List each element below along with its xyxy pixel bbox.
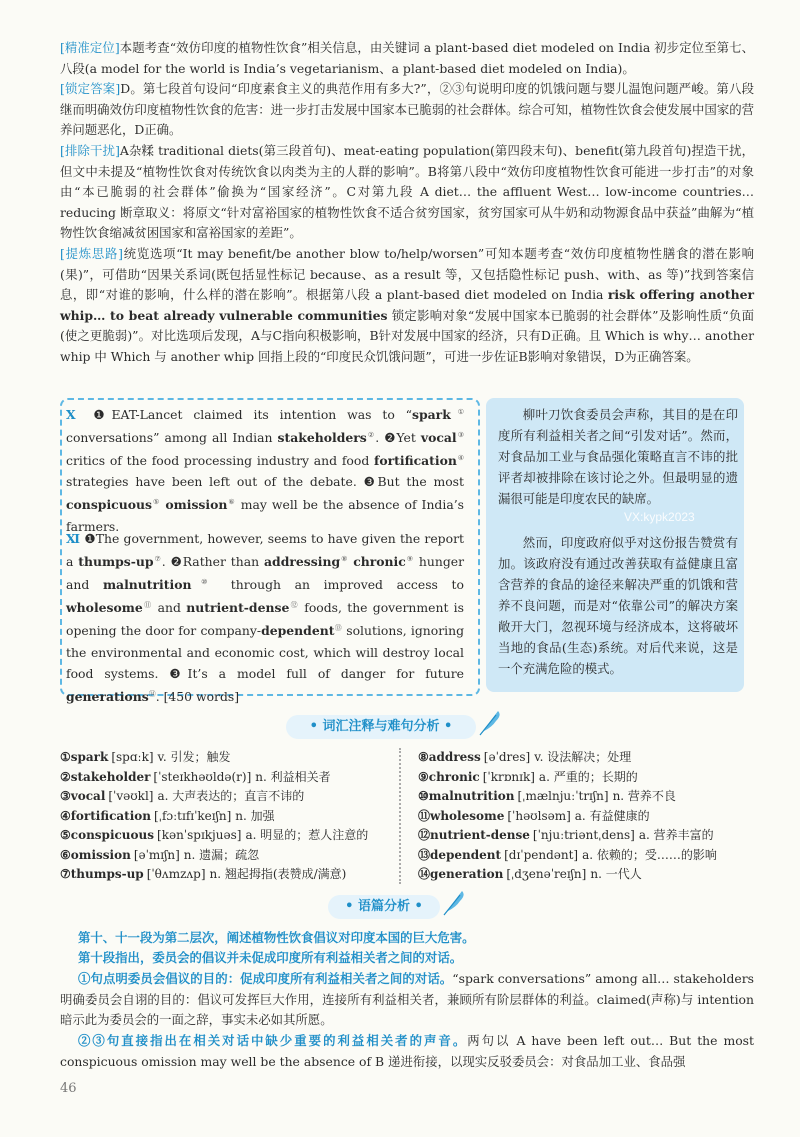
- vocab-term: ⑫nutrient-dense: [418, 828, 530, 842]
- analysis-heading-1: 第十、十一段为第二层次，阐述植物性饮食倡议对印度本国的巨大危害。: [78, 930, 475, 945]
- tag-precise-location: [精准定位]: [60, 40, 120, 55]
- para-precise-location: [60, 38, 754, 79]
- vocab-list-right: [418, 748, 717, 885]
- vocab-pronunciation: [əˈdres]: [483, 750, 531, 764]
- vocab-ref: ⑩: [191, 578, 218, 587]
- text: .: [375, 430, 380, 446]
- vocab-ref: ④: [456, 454, 464, 463]
- vocab-item: [418, 787, 717, 807]
- vocab-ref: ⑫: [289, 601, 299, 610]
- vocab-definition: a. 大声表达的；直言不讳的: [157, 789, 305, 803]
- text: EAT-Lancet claimed its intention was to “: [111, 407, 412, 423]
- vocab-word: conspicuous: [66, 497, 152, 513]
- vocab-term: ⑤conspicuous: [60, 828, 155, 842]
- vocab-item: [418, 768, 717, 788]
- text: and: [152, 600, 187, 616]
- text: Rather than: [182, 554, 265, 570]
- vocab-definition: a. 有益健康的: [574, 808, 650, 823]
- sentence-marker: ❷: [384, 430, 397, 446]
- vocab-word: thumps-up: [78, 554, 154, 570]
- text: Yet: [396, 430, 421, 446]
- vocab-pronunciation: [ˌmælnjuːˈtrɪʃn]: [517, 789, 609, 803]
- sentence-marker: ❸: [169, 665, 188, 681]
- vocab-ref: ⑨: [405, 555, 414, 563]
- paragraph-number-x: Ⅹ: [66, 407, 83, 423]
- translation-paragraph-2: 然而，印度政府似乎对这份报告赞赏有加。该政府没有通过改善获取有益健康且富含营养的食品的途径来解决严重的饥饿和营养不良问题，而是对“依靠公司”的解决方案敞开大门，忽视环境与经济成本，这将破坏当地的食品(生态)系统。对后代来说，这是一个充满危险的模式。: [498, 535, 738, 676]
- text: may well be the absence of India’s farmers.: [66, 497, 465, 534]
- text-exclude-distractors: A杂糅 traditional diets(第三段首句)、meat-eating population(第四段末句)、benefit(第九段首句)捏造干扰，但文中未提及“植物性饮食对传统饮食以肉类为主的人群的影响”。B将第八段中“效仿印度植物性饮食可能进一步打击”的对象由“本已脆弱的社会群体”偷换为“国家经济”。C对第九段 A diet… the affluent West… low-income countries… reducing 断章取义：将原文“针对富裕国家的植物性饮食不适合贫穷国家，贫穷国家可从牛奶和动物源食品中获益”曲解为“植物性饮食缩减贫困国家和富裕国家的差距”。: [60, 143, 754, 241]
- vocab-item: [60, 807, 368, 827]
- vocab-term: ⑧address: [418, 750, 481, 764]
- vocab-pronunciation: [ˈhəʊlsəm]: [507, 808, 571, 823]
- sentence-marker: ❷: [170, 554, 183, 570]
- vocab-word: generations: [66, 688, 149, 704]
- sentence-marker: ❶: [84, 531, 96, 546]
- vocab-term: ⑭generation: [418, 867, 504, 881]
- analysis-banner: • 语篇分析 •: [328, 895, 440, 919]
- vocab-divider: [399, 748, 407, 884]
- text: . [450 words]: [155, 688, 240, 704]
- text-lock-answer: D。第七段首句设问“印度素食主义的典范作用有多大?”，②③句说明印度的饥饿问题与婴儿温饱问题严峻。第八段继而明确效仿印度植物性饮食的危害：进一步打击发展中国家本已脆弱的社会群体。综合可知，植物性饮食会使发展中国家的营养问题恶化，D正确。: [60, 81, 755, 138]
- vocab-definition: a. 严重的；长期的: [538, 769, 638, 784]
- text: through an improved access to: [217, 577, 464, 593]
- text-precise-location: 本题考查“效仿印度的植物性饮食”相关信息，由关键词 a plant-based diet modeled on India 初步定位至第七、八段(a model for the world is India’s vegetarianism、a plant-based diet modeled on India)。: [60, 40, 755, 76]
- para-refine-thinking: [60, 244, 754, 368]
- feather-icon: [476, 707, 502, 737]
- vocab-pronunciation: [spɑːk]: [111, 750, 154, 764]
- vocab-pronunciation: [ˈsteɪkhəʊldə(r)]: [153, 769, 252, 784]
- vocab-ref: ①: [450, 408, 464, 416]
- vocab-ref: ⑧: [340, 555, 349, 563]
- text: The government, however, seems to have given the report a: [66, 531, 464, 570]
- vocab-term: ⑪wholesome: [418, 808, 505, 823]
- vocab-item: [60, 865, 368, 885]
- text: It’s a model full of danger for future: [187, 665, 464, 681]
- passage-paragraph-xi: [66, 528, 464, 707]
- vocab-item: [418, 748, 717, 768]
- analysis-p2-head: ②③句直接指出在相关对话中缺少重要的利益相关者的声音。: [78, 1033, 468, 1048]
- vocab-pronunciation: [ˌfɔːtɪfɪˈkeɪʃn]: [153, 808, 232, 823]
- vocab-ref: ⑤: [151, 498, 161, 507]
- vocab-pronunciation: [ˈnjuːtriəntˌdens]: [532, 828, 635, 842]
- analysis-p1-body: “spark conversations” among all… stakeholders 明确委员会自诩的目的：倡议可发挥巨大作用，连接所有利益相关者，兼顾所有阶层群体的利益。claimed(声称)与 intention 暗示此为委员会的一面之辞，事实未必如其所愿。: [60, 971, 755, 1028]
- vocab-pronunciation: [kənˈspɪkjuəs]: [157, 828, 242, 842]
- vocab-ref: ⑦: [153, 555, 162, 563]
- tag-refine-thinking: [提炼思路]: [60, 246, 123, 261]
- vocab-definition: n. 营养不良: [612, 789, 676, 803]
- passage-paragraph-x: [66, 402, 464, 537]
- vocab-item: [418, 846, 717, 866]
- vocab-item: [60, 748, 368, 768]
- vocab-word: nutrient-dense: [186, 600, 290, 616]
- vocab-pronunciation: [dɪˈpendənt]: [504, 847, 579, 862]
- vocab-definition: n. 一代人: [590, 867, 642, 881]
- vocab-item: [418, 865, 717, 885]
- vocab-definition: n. 翘起拇指(表赞成/满意): [209, 867, 347, 881]
- vocab-term: ④fortification: [60, 808, 151, 823]
- vocab-definition: a. 营养丰富的: [638, 828, 714, 842]
- vocab-definition: v. 引发；触发: [157, 750, 231, 764]
- vocab-word: chronic: [353, 554, 406, 570]
- vocab-word: vocal: [420, 430, 457, 446]
- text-refine-thinking-pre: 统览选项“It may benefit/be another blow to/help/worsen”可知本题考查“效仿印度植物性膳食的潜在影响(果)”，可借助“因果关系词(既包括显性标记 because、as a result 等，又包括隐性标记 push、with、as 等)”找到答案信息，即“对谁的影响，什么样的潜在影响”。根据第八段 a plant-based diet modeled on India: [60, 246, 755, 303]
- vocab-ref: ⑪: [142, 601, 153, 610]
- vocab-definition: a. 依赖的；受……的影响: [582, 847, 717, 862]
- vocab-definition: n. 利益相关者: [255, 769, 331, 784]
- vocab-term: ②stakeholder: [60, 769, 151, 784]
- vocab-definition: n. 遗漏；疏忽: [183, 847, 260, 862]
- vocab-term: ⑩malnutrition: [418, 789, 515, 803]
- text: critics of the food processing industry and food: [66, 453, 375, 469]
- watermark: VX:kypk2023: [624, 510, 695, 524]
- sentence-marker: ❶: [93, 407, 112, 423]
- vocab-word: malnutrition: [102, 577, 192, 593]
- vocab-definition: a. 明显的；惹人注意的: [245, 828, 369, 842]
- vocab-item: [60, 768, 368, 788]
- analysis-p1-head: ①句点明委员会倡议的目的：促成印度所有利益相关者之间的对话。: [78, 971, 453, 986]
- text-refine-thinking-post: 锁定影响对象“发展中国家本已脆弱的社会群体”及影响性质“负面(使之更脆弱)”。对比选项后发现，A与C指向积极影响，B针对发展中国家的经济，只有D正确。且 Which is why… another whip 中 Which 与 another whip 回指上段的“印度民众饥饿问题”，可进一步佐证B影响对象错误，D为正确答案。: [60, 307, 754, 364]
- page-number: 46: [60, 1081, 77, 1096]
- tag-lock-answer: [锁定答案]: [60, 81, 121, 96]
- vocab-word: spark: [412, 407, 451, 423]
- vocab-ref: ⑭: [148, 689, 156, 698]
- vocab-ref: ⑬: [334, 624, 343, 633]
- vocab-ref: ③: [456, 431, 464, 440]
- vocab-ref: ⑥: [227, 498, 236, 507]
- vocab-item: [60, 846, 368, 866]
- tag-exclude-distractors: [排除干扰]: [60, 143, 120, 158]
- vocab-item: [60, 826, 368, 846]
- vocab-term: ⑬dependent: [418, 847, 502, 862]
- vocab-pronunciation: [əˈmɪʃn]: [133, 847, 180, 862]
- text: strategies have been left out of the debate.: [66, 474, 357, 490]
- vocab-word: stakeholders: [277, 430, 367, 446]
- translation-paragraph-1: 柳叶刀饮食委员会声称，其目的是在印度所有利益相关者之间“引发对话”。然而，对食品加工业与食品强化策略直言不讳的批评者却被排除在该讨论之外。但最明显的遗漏很可能是印度农民的缺席。: [498, 407, 738, 506]
- vocab-word: fortification: [374, 453, 457, 469]
- vocab-term: ①spark: [60, 750, 109, 764]
- vocab-word: wholesome: [66, 600, 143, 616]
- vocab-word: omission: [165, 497, 228, 513]
- text: .: [161, 554, 166, 570]
- vocab-pronunciation: [ˈkrɒnɪk]: [482, 769, 535, 784]
- vocab-definition: v. 设法解决；处理: [534, 750, 632, 764]
- sentence-marker: ❸: [363, 474, 378, 490]
- text: foods, the government is opening the door for company-: [66, 600, 464, 639]
- text: But the most: [377, 474, 465, 490]
- analysis-heading-2: 第十段指出，委员会的倡议并未促成印度所有利益相关者之间的对话。: [78, 950, 463, 965]
- vocab-item: [418, 807, 717, 827]
- para-lock-answer: [60, 79, 754, 141]
- text: solutions, ignoring the environmental and economic cost, which will destroy local food systems.: [66, 623, 465, 681]
- para-exclude-distractors: [60, 141, 754, 244]
- text: conversations” among all Indian: [66, 430, 278, 446]
- feather-icon: [440, 887, 466, 917]
- vocab-item: [60, 787, 368, 807]
- paragraph-number-xi: Ⅺ: [66, 531, 81, 546]
- vocab-term: ⑦thumps-up: [60, 867, 144, 881]
- vocab-item: [418, 826, 717, 846]
- vocab-pronunciation: [ˈvəʊkl]: [108, 789, 154, 803]
- vocab-definition: n. 加强: [235, 808, 275, 823]
- vocab-list-left: [60, 748, 368, 885]
- vocab-word: dependent: [261, 623, 335, 639]
- text: hunger and: [66, 554, 465, 593]
- vocab-term: ⑥omission: [60, 847, 131, 862]
- vocab-banner: • 词汇注释与难句分析 •: [286, 715, 476, 739]
- analysis-p2-body: 两句以 A have been left out… But the most conspicuous omission may well be the absence of B 递进衔接，以现实反驳委员会：对食品加工业、食品强: [60, 1033, 755, 1069]
- vocab-pronunciation: [ˌdʒenəˈreɪʃn]: [506, 867, 587, 881]
- vocab-term: ③vocal: [60, 789, 106, 803]
- analysis-paragraph-1: [60, 969, 754, 1031]
- vocab-ref: ②: [366, 431, 376, 440]
- vocab-word: addressing: [264, 554, 341, 570]
- analysis-paragraph-2: [60, 1031, 754, 1072]
- text-refine-thinking-bold: risk offering another whip… to beat already vulnerable communities: [60, 287, 754, 323]
- vocab-term: ⑨chronic: [418, 769, 480, 784]
- vocab-pronunciation: [ˈθʌmzʌp]: [146, 867, 206, 881]
